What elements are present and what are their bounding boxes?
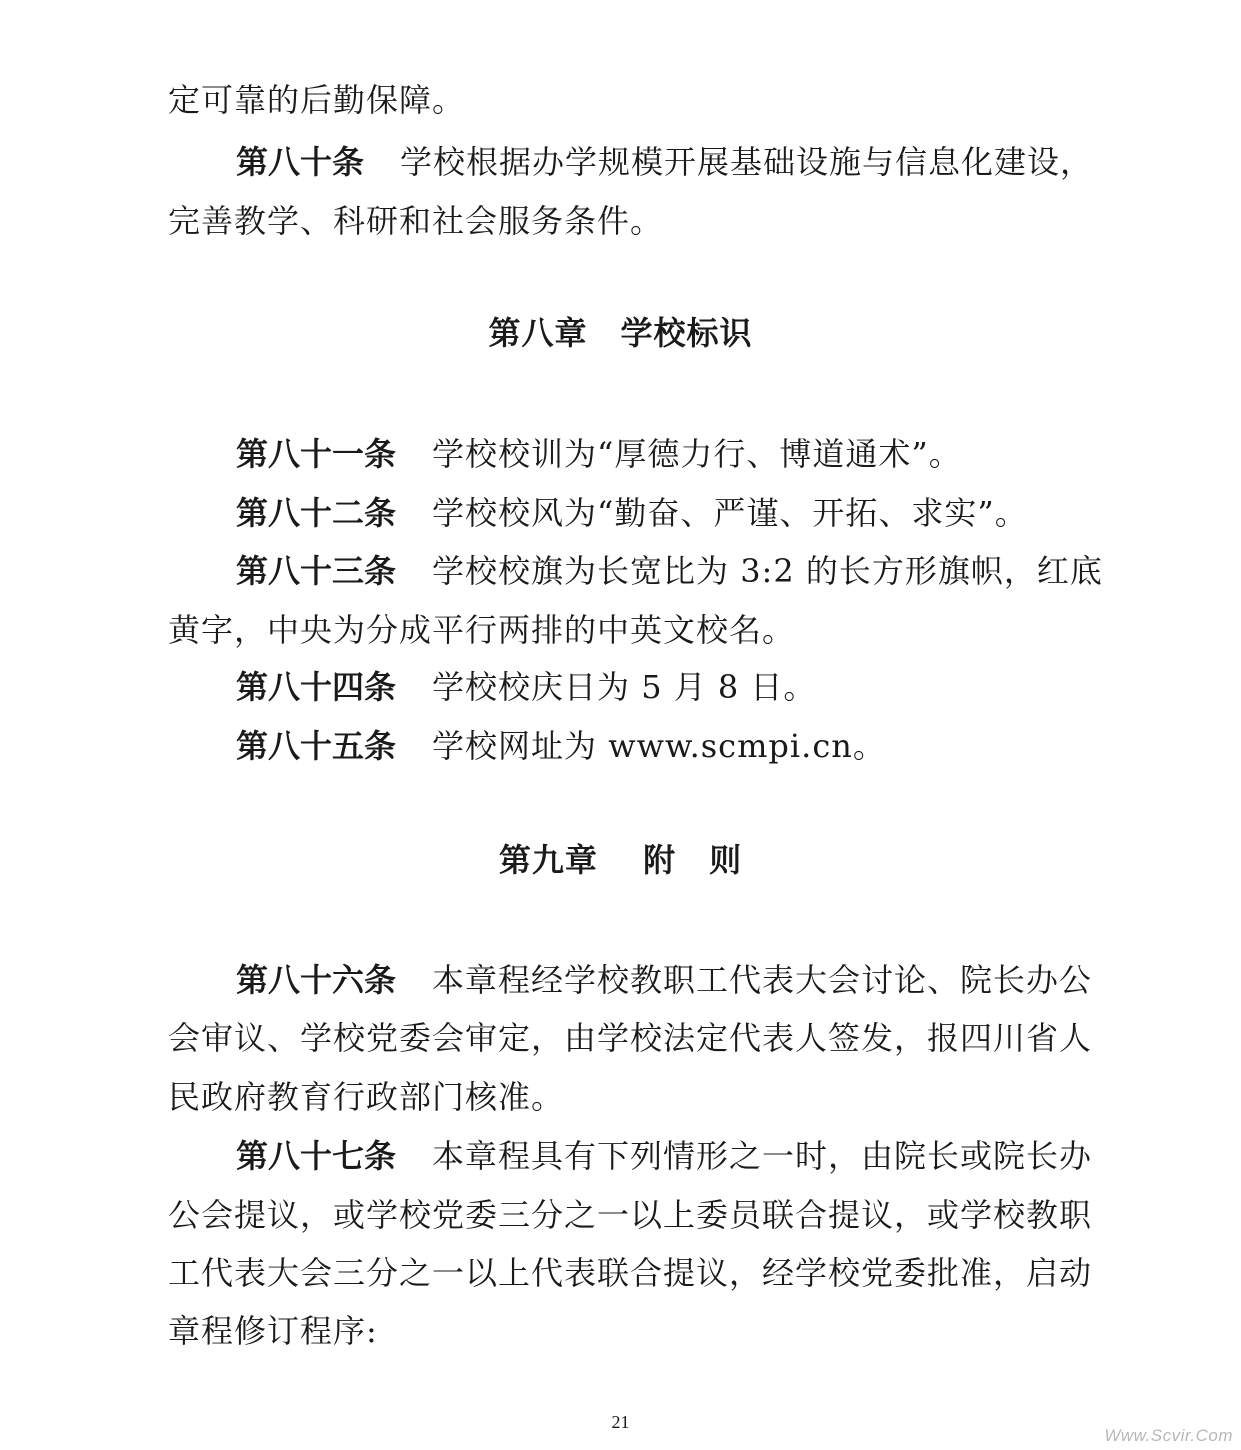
line-text: 公会提议，或学校党委三分之一以上委员联合提议，或学校教职 <box>168 1196 1093 1234</box>
text-line <box>168 1253 1092 1293</box>
line-text: 定可靠的后勤保障。 <box>168 81 466 119</box>
line-text: 完善教学、科研和社会服务条件。 <box>168 202 664 240</box>
article-label: 第八十四条 <box>236 668 397 706</box>
article-text: 学校校风为“勤奋、严谨、开拓、求实”。 <box>432 494 1028 532</box>
article-text: 学校校训为“厚德力行、博道通术”。 <box>432 435 962 473</box>
article-label: 第八十三条 <box>236 552 397 590</box>
line-text: 黄字，中央为分成平行两排的中英文校名。 <box>168 611 796 649</box>
chapter-9-heading: 第九章 附 则 <box>498 841 743 879</box>
article-text: 学校校旗为长宽比为 3:2 的长方形旗帜，红底 <box>432 552 1103 590</box>
text-line <box>168 201 663 241</box>
article-82 <box>236 493 1028 533</box>
line-text: 会审议、学校党委会审定，由学校法定代表人签发，报四川省人 <box>168 1019 1093 1057</box>
article-text: 本章程经学校教职工代表大会讨论、院长办公 <box>432 961 1093 999</box>
article-label: 第八十五条 <box>236 727 397 765</box>
article-80 <box>236 142 1093 182</box>
text-line <box>168 1195 1092 1235</box>
line-text: 民政府教育行政部门核准。 <box>168 1078 565 1116</box>
text-line <box>168 80 465 120</box>
text-line <box>168 1077 564 1117</box>
watermark: Www.Scvir.Com <box>1104 1426 1233 1445</box>
article-87 <box>236 1136 1092 1176</box>
article-83 <box>236 551 1103 591</box>
article-81 <box>236 434 962 474</box>
article-text: 学校网址为 www.scmpi.cn。 <box>432 727 886 765</box>
article-label: 第八十一条 <box>236 435 397 473</box>
line-text: 工代表大会三分之一以上代表联合提议，经学校党委批准，启动 <box>168 1254 1093 1292</box>
article-text: 学校根据办学规模开展基础设施与信息化建设， <box>400 143 1094 181</box>
article-label: 第八十六条 <box>236 961 397 999</box>
article-label: 第八十二条 <box>236 494 397 532</box>
text-line <box>168 1311 378 1351</box>
text-line <box>168 1018 1092 1058</box>
article-label: 第八十条 <box>236 143 365 181</box>
article-86 <box>236 960 1092 1000</box>
article-label: 第八十七条 <box>236 1137 397 1175</box>
line-text: 章程修订程序: <box>168 1312 378 1350</box>
article-85 <box>236 726 886 766</box>
text-line <box>168 610 795 650</box>
article-text: 本章程具有下列情形之一时，由院长或院长办 <box>432 1137 1093 1175</box>
page-number: 21 <box>611 1412 630 1432</box>
chapter-8-heading: 第八章 学校标识 <box>488 314 753 352</box>
article-text: 学校校庆日为 5 月 8 日。 <box>432 668 817 706</box>
article-84 <box>236 667 816 707</box>
